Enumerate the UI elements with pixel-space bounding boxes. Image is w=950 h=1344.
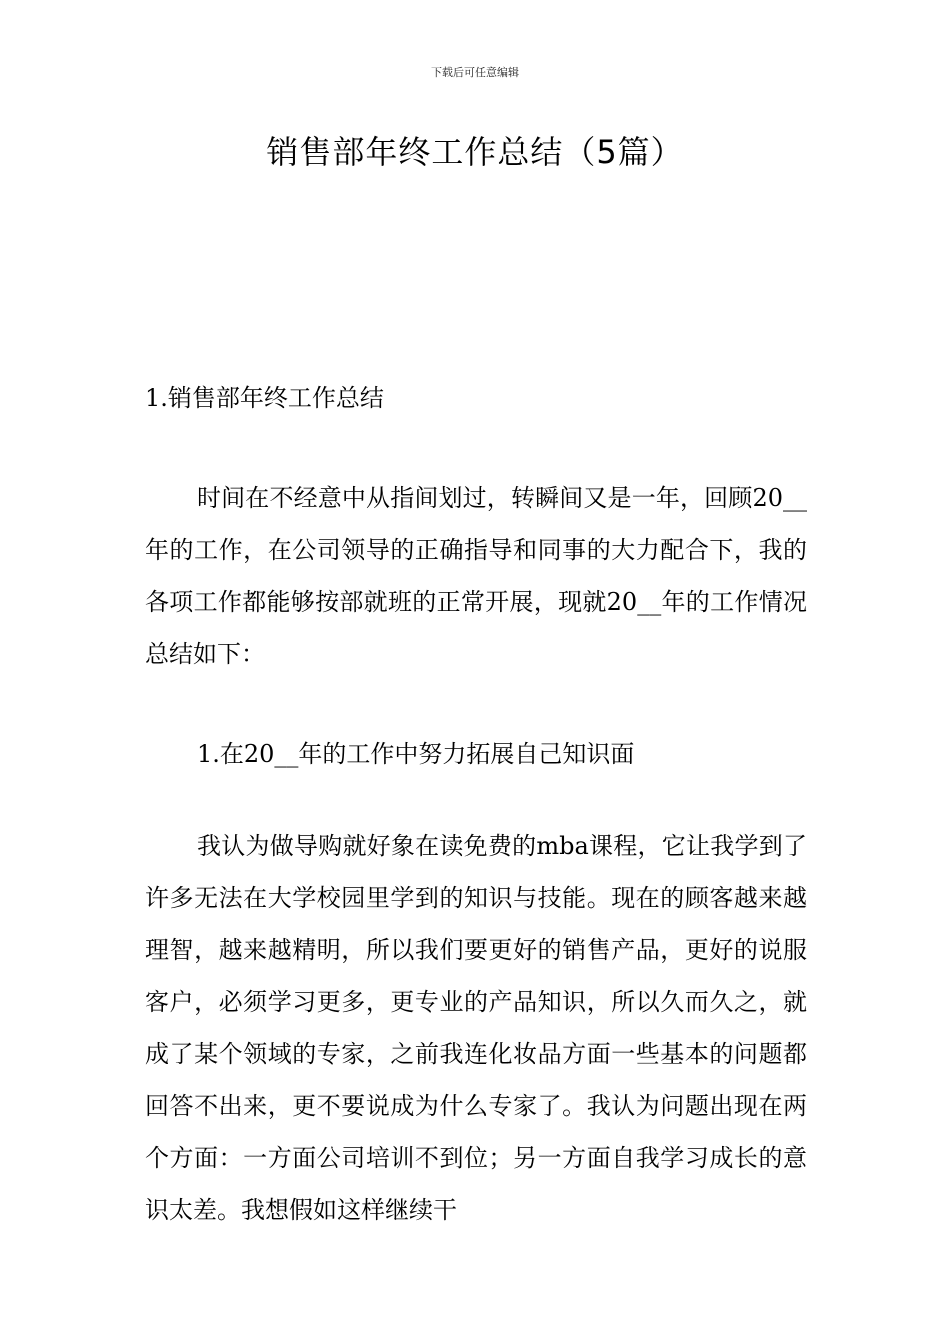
subheading-knowledge: 1.在20__年的工作中努力拓展自己知识面 (197, 740, 635, 768)
document-title: 销售部年终工作总结（5篇） (266, 133, 684, 171)
paragraph-intro: 时间在不经意中从指间划过，转瞬间又是一年，回顾20__年的工作，在公司领导的正确指导和同事的大力配合下，我的各项工作都能够按部就班的正常开展，现就20__年的工作情况总结如下： (145, 484, 807, 668)
paragraph-knowledge: 我认为做导购就好象在读免费的mba课程，它让我学到了许多无法在大学校园里学到的知识与技能。现在的顾客越来越理智，越来越精明，所以我们要更好的销售产品，更好的说服客户，必须学习更多，更专业的产品知识，所以久而久之，就成了某个领域的专家，之前我连化妆品方面一些基本的问题都回答不出来，更不要说成为什么专家了。我认为问题出现在两个方面：一方面公司培训不到位；另一方面自我学习成长的意识太差。我想假如这样继续干 (145, 832, 807, 1224)
header-note: 下载后可任意编辑 (431, 66, 519, 79)
section-heading: 1.销售部年终工作总结 (145, 384, 384, 412)
